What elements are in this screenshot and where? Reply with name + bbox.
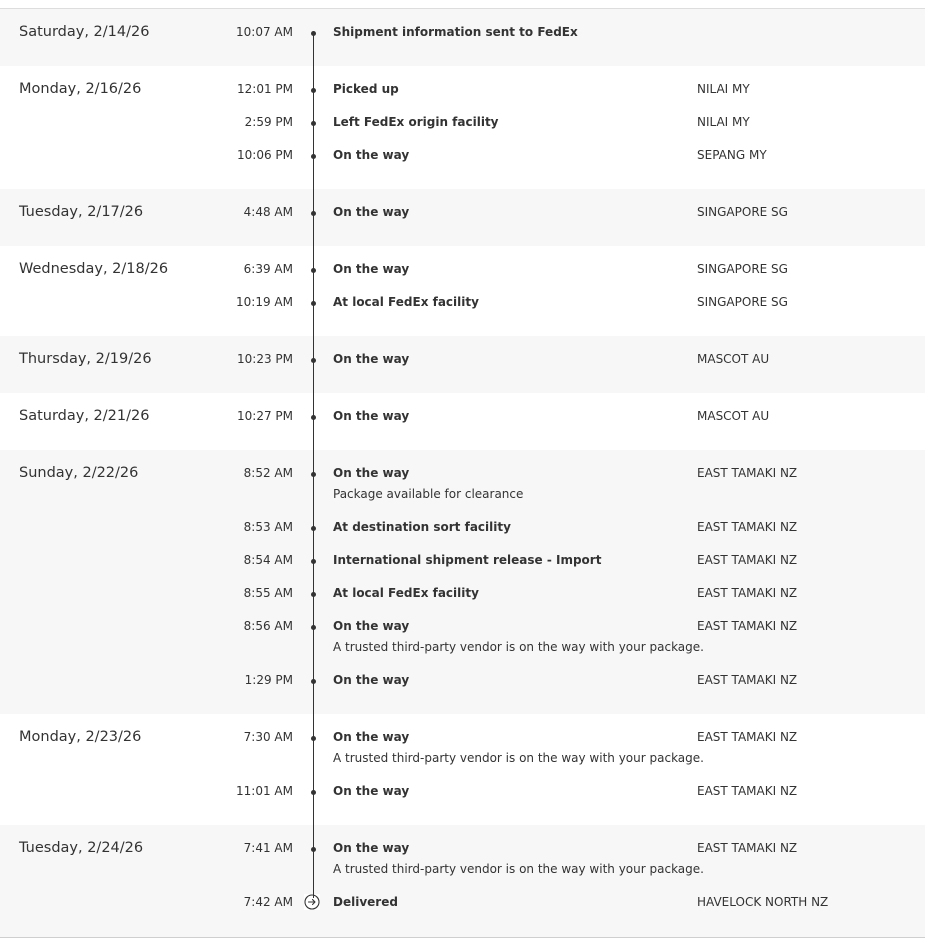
scan-event xyxy=(0,409,925,431)
event-status: On the way xyxy=(333,409,410,423)
event-status: On the way xyxy=(333,841,410,855)
event-note: A trusted third-party vendor is on the way with your package. xyxy=(333,640,704,654)
day-date: Tuesday, 2/17/26 xyxy=(19,204,144,220)
day-date: Sunday, 2/22/26 xyxy=(19,465,139,481)
scan-event xyxy=(0,784,925,806)
event-time: 10:27 PM xyxy=(237,409,293,423)
event-time: 10:23 PM xyxy=(237,352,293,366)
event-status: On the way xyxy=(333,262,410,276)
event-location: EAST TAMAKI NZ xyxy=(697,586,798,600)
scan-event xyxy=(0,148,925,170)
event-time: 10:07 AM xyxy=(236,25,293,39)
scan-event xyxy=(0,25,925,47)
event-status: At destination sort facility xyxy=(333,520,511,534)
day-date: Monday, 2/16/26 xyxy=(19,81,142,97)
event-note: Package available for clearance xyxy=(333,487,524,501)
event-time: 8:54 AM xyxy=(243,553,293,567)
day-date: Saturday, 2/14/26 xyxy=(19,24,150,40)
event-status: Left FedEx origin facility xyxy=(333,115,499,129)
event-location: SINGAPORE SG xyxy=(697,205,788,219)
event-note: A trusted third-party vendor is on the way with your package. xyxy=(333,862,704,876)
event-time: 10:06 PM xyxy=(237,148,293,162)
event-location: EAST TAMAKI NZ xyxy=(697,553,798,567)
event-status: On the way xyxy=(333,148,410,162)
day-group xyxy=(0,66,925,189)
scan-event xyxy=(0,553,925,575)
event-time: 11:01 AM xyxy=(236,784,293,798)
event-status: International shipment release - Import xyxy=(333,553,602,567)
scan-event xyxy=(0,673,925,695)
event-status: On the way xyxy=(333,730,410,744)
day-group xyxy=(0,246,925,336)
event-time: 1:29 PM xyxy=(244,673,293,687)
day-group xyxy=(0,393,925,450)
scan-event xyxy=(0,730,925,765)
scan-event xyxy=(0,619,925,654)
event-location: HAVELOCK NORTH NZ xyxy=(697,895,829,909)
event-time: 8:53 AM xyxy=(243,520,293,534)
event-location: NILAI MY xyxy=(697,82,750,96)
day-group xyxy=(0,714,925,825)
event-status: On the way xyxy=(333,466,410,480)
event-status: Delivered xyxy=(333,895,398,909)
event-time: 8:52 AM xyxy=(243,466,293,480)
bottom-divider xyxy=(0,937,925,938)
event-status: Picked up xyxy=(333,82,399,96)
event-location: EAST TAMAKI NZ xyxy=(697,784,798,798)
event-location: EAST TAMAKI NZ xyxy=(697,841,798,855)
day-group xyxy=(0,336,925,393)
event-time: 7:41 AM xyxy=(243,841,293,855)
event-status: On the way xyxy=(333,673,410,687)
event-note: A trusted third-party vendor is on the way with your package. xyxy=(333,751,704,765)
event-location: EAST TAMAKI NZ xyxy=(697,466,798,480)
timeline-connector-line xyxy=(313,32,314,898)
event-status: At local FedEx facility xyxy=(333,295,479,309)
day-date: Thursday, 2/19/26 xyxy=(19,351,152,367)
scan-event xyxy=(0,352,925,374)
event-location: EAST TAMAKI NZ xyxy=(697,520,798,534)
day-group xyxy=(0,189,925,246)
scan-event xyxy=(0,205,925,227)
event-location: MASCOT AU xyxy=(697,409,770,423)
event-time: 4:48 AM xyxy=(243,205,293,219)
event-time: 10:19 AM xyxy=(236,295,293,309)
scan-event xyxy=(0,466,925,501)
event-location: SINGAPORE SG xyxy=(697,262,788,276)
event-time: 8:56 AM xyxy=(243,619,293,633)
scan-event xyxy=(0,262,925,284)
event-time: 2:59 PM xyxy=(244,115,293,129)
day-date: Saturday, 2/21/26 xyxy=(19,408,150,424)
day-group xyxy=(0,825,925,937)
event-status: On the way xyxy=(333,784,410,798)
event-status: On the way xyxy=(333,619,410,633)
day-group xyxy=(0,450,925,714)
day-date: Tuesday, 2/24/26 xyxy=(19,840,144,856)
event-time: 12:01 PM xyxy=(237,82,293,96)
day-group xyxy=(0,9,925,66)
day-date: Monday, 2/23/26 xyxy=(19,729,142,745)
day-date: Wednesday, 2/18/26 xyxy=(19,261,169,277)
event-time: 6:39 AM xyxy=(243,262,293,276)
event-location: SINGAPORE SG xyxy=(697,295,788,309)
event-time: 8:55 AM xyxy=(243,586,293,600)
event-status: On the way xyxy=(333,205,410,219)
scan-event xyxy=(0,841,925,876)
event-location: SEPANG MY xyxy=(697,148,767,162)
event-status: Shipment information sent to FedEx xyxy=(333,25,578,39)
scan-event xyxy=(0,82,925,104)
event-location: MASCOT AU xyxy=(697,352,770,366)
event-location: EAST TAMAKI NZ xyxy=(697,673,798,687)
event-status: At local FedEx facility xyxy=(333,586,479,600)
event-time: 7:42 AM xyxy=(243,895,293,909)
event-location: EAST TAMAKI NZ xyxy=(697,730,798,744)
scan-event xyxy=(0,115,925,137)
scan-event xyxy=(0,295,925,317)
event-location: EAST TAMAKI NZ xyxy=(697,619,798,633)
scan-event xyxy=(0,895,925,917)
scan-event xyxy=(0,520,925,542)
event-status: On the way xyxy=(333,352,410,366)
event-time: 7:30 AM xyxy=(243,730,293,744)
scan-event xyxy=(0,586,925,608)
event-location: NILAI MY xyxy=(697,115,750,129)
